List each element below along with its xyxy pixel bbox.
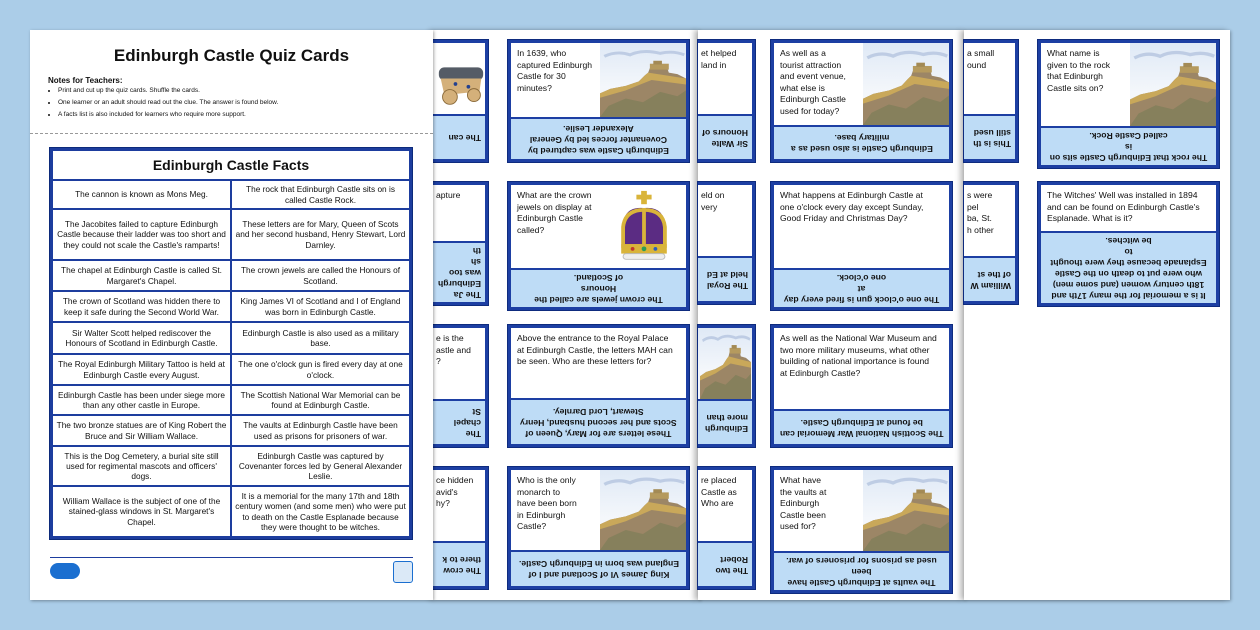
- fact-cell: Edinburgh Castle is also used as a military base.: [242, 327, 399, 348]
- facts-sheet-page: [30, 30, 433, 600]
- card-question: Who is the only monarch to have been born in Edinburgh Castle?: [517, 475, 577, 531]
- castle-picture: [1130, 43, 1216, 126]
- card-question: In 1639, who captured Edinburgh Castle for 30 minutes?: [517, 48, 593, 93]
- fact-cell: This is the Dog Cemetery, a burial site still used for regimental mascots and officers' dogs.: [53, 447, 232, 485]
- card-question-area: [511, 185, 686, 268]
- quiz-cards-page-2: [698, 30, 965, 600]
- fact-cell: The Scottish National War Memorial can be found at Edinburgh Castle.: [240, 389, 401, 410]
- cannon-icon: [433, 43, 485, 114]
- card-question: What happens at Edinburgh Castle at one o'clock every day except Sunday, Good Friday and Christmas Day?: [780, 190, 924, 223]
- notes-list: [58, 87, 433, 118]
- card-question: What have the vaults at Edinburgh Castle been used for?: [780, 475, 827, 531]
- quiz-card: [508, 182, 689, 310]
- card-answer-panel: [698, 114, 752, 159]
- note-item: • A facts list is also included for learners who require more support.: [58, 111, 433, 118]
- facts-row: [53, 210, 409, 261]
- facts-title: Edinburgh Castle Facts: [53, 151, 409, 181]
- card-question: Above the entrance to the Royal Palace at Edinburgh Castle, the letters MAH can be seen. Who are these letters for?: [517, 333, 673, 366]
- card-question-area: [1041, 185, 1216, 231]
- card-answer-panel: [511, 550, 686, 586]
- card-answer-upside-down: The Scottish National War Memorial can be found at Edinburgh Castle.: [779, 417, 944, 439]
- card-answer-upside-down: Edinburgh Castle is also used as a military base.: [790, 133, 933, 154]
- card-answer-upside-down: The crow there to k: [442, 554, 481, 576]
- card-answer-upside-down: The chapel St: [453, 407, 481, 439]
- footer-divider: [50, 557, 413, 558]
- card-question-area: [964, 43, 1015, 114]
- card-answer-panel: [774, 409, 949, 444]
- card-answer-panel: [774, 551, 949, 590]
- fact-cell: The Jacobites failed to capture Edinburgh Castle because their ladder was too short and they could not scale the Castle's ramparts!: [53, 210, 232, 259]
- card-answer-upside-down: Sir Walte Honours of: [702, 127, 748, 149]
- card-answer-upside-down: Edinburgh Castle was captured by Covenanter forces led by General Alexander Leslie.: [528, 123, 669, 156]
- card-question-area: [698, 328, 752, 399]
- fact-cell: The cannon is known as Mons Meg.: [53, 181, 232, 208]
- quiz-card: [1038, 40, 1219, 168]
- card-question-area: [774, 328, 949, 409]
- card-question-area: [433, 328, 485, 399]
- card-question: As well as the National War Museum and two more military museums, what other building of national importance is found at Edinburgh Castle?: [780, 333, 937, 378]
- quiz-card: [771, 467, 952, 593]
- card-question-area: [433, 185, 485, 241]
- fact-cell: Edinburgh Castle was captured by Covenanter forces led by General Alexander Leslie.: [238, 450, 403, 482]
- quiz-card-partial: [698, 325, 755, 447]
- card-question: e is the astle and ?: [436, 333, 471, 366]
- twinkl-logo: [50, 563, 80, 579]
- quiz-card: [771, 325, 952, 447]
- card-question-area: [511, 470, 686, 550]
- card-question-area: [698, 470, 752, 541]
- quiz-card-partial: [433, 467, 488, 589]
- quiz-cards-page-3: [964, 30, 1230, 600]
- facts-row: [53, 181, 409, 210]
- cut-line: [30, 133, 433, 134]
- card-answer-upside-down: The crown jewels are called the Honours of Scotland.: [534, 273, 663, 305]
- note-item: • Print and cut up the quiz cards. Shuffle the cards.: [58, 87, 433, 94]
- facts-row: [53, 447, 409, 487]
- card-answer-upside-down: William W of the st: [970, 269, 1011, 291]
- card-answer-panel: [1041, 126, 1216, 165]
- card-question: ce hidden avid's hy?: [436, 475, 474, 508]
- card-answer-upside-down: The rock that Edinburgh Castle sits on is called Castle Rock.: [1049, 131, 1208, 163]
- quiz-card-partial: [698, 40, 755, 162]
- card-answer-upside-down: Edinburgh more than: [705, 412, 748, 434]
- fact-cell: These letters are for Mary, Queen of Scots and her second husband, Henry Stewart, Lord Darnley.: [235, 219, 406, 250]
- fact-cell: The chapel at Edinburgh Castle is called St. Margaret's Chapel.: [53, 261, 232, 290]
- quiz-card-partial: [433, 40, 488, 162]
- quiz-card: [508, 325, 689, 447]
- card-answer-panel: [433, 541, 485, 586]
- quiz-card: [1038, 182, 1219, 306]
- fact-cell: The rock that Edinburgh Castle sits on is called Castle Rock.: [246, 184, 395, 205]
- castle-picture: [600, 43, 686, 117]
- facts-table: [50, 148, 412, 539]
- quiz-card: [508, 467, 689, 589]
- card-answer-upside-down: The two Robert: [715, 554, 748, 576]
- card-question: What are the crown jewels on display at Edinburgh Castle called?: [517, 190, 592, 235]
- fact-cell: The vaults at Edinburgh Castle have been used as prisons for prisoners of war.: [243, 420, 398, 441]
- quiz-card-partial: [964, 182, 1018, 304]
- card-question-area: [433, 470, 485, 541]
- card-answer-panel: [433, 399, 485, 444]
- quiz-card: [771, 182, 952, 310]
- card-question-area: [698, 43, 752, 114]
- card-question: What name is given to the rock that Edinburgh Castle sits on?: [1047, 48, 1111, 93]
- quiz-card-partial: [433, 325, 488, 447]
- facts-row: [53, 323, 409, 355]
- card-question: As well as a tourist attraction and event venue, what else is Edinburgh Castle used for today?: [780, 48, 846, 116]
- card-answer-panel: [433, 114, 485, 159]
- card-answer-panel: [433, 241, 485, 302]
- quiz-card-partial: [433, 182, 488, 305]
- card-question: apture: [436, 190, 461, 200]
- card-answer-panel: [774, 125, 949, 159]
- quiz-card-partial: [698, 467, 755, 589]
- card-question-area: [774, 43, 949, 125]
- castle-picture: [600, 470, 686, 550]
- card-answer-upside-down: The can: [448, 133, 481, 143]
- card-question-area: [511, 328, 686, 398]
- fact-cell: William Wallace is the subject of one of the stained-glass windows in St. Margaret's Chapel.: [53, 487, 232, 536]
- quiz-card: [771, 40, 952, 162]
- fact-cell: The one o'clock gun is fired every day at one o'clock.: [238, 359, 403, 380]
- sheet-title: Edinburgh Castle Quiz Cards: [113, 46, 350, 65]
- facts-row: [53, 487, 409, 536]
- card-answer-upside-down: This is th still used: [973, 127, 1011, 149]
- facts-row: [53, 261, 409, 292]
- fact-cell: Sir Walter Scott helped rediscover the Honours of Scotland in Edinburgh Castle.: [53, 323, 232, 353]
- card-answer-panel: [964, 256, 1015, 301]
- card-answer-upside-down: The one o'clock gun is fired every day at one o'clock.: [783, 273, 940, 305]
- fact-cell: The Royal Edinburgh Military Tattoo is held at Edinburgh Castle every August.: [53, 355, 232, 384]
- fact-cell: The two bronze statues are of King Robert the Bruce and Sir William Wallace.: [53, 416, 232, 445]
- fact-cell: King James VI of Scotland and I of England was born in Edinburgh Castle.: [240, 296, 401, 317]
- quiz-cards-page-1: [433, 30, 700, 600]
- quiz-card-partial: [964, 40, 1018, 162]
- facts-row: [53, 416, 409, 447]
- card-answer-panel: [511, 117, 686, 159]
- card-question-area: [698, 185, 752, 256]
- quiz-card: [508, 40, 689, 162]
- card-answer-upside-down: The vaults at Edinburgh Castle have been used as prisons for prisoners of war.: [786, 556, 937, 588]
- quiz-card-partial: [698, 182, 755, 304]
- fact-cell: Edinburgh Castle has been under siege more than any other castle in Europe.: [53, 386, 232, 414]
- card-question-area: [1041, 43, 1216, 126]
- quality-badge-icon: [393, 561, 413, 583]
- card-answer-upside-down: These letters are for Mary, Queen of Scots and her second husband, Henry Stewart, Lord Darnley.: [520, 406, 677, 439]
- facts-row: [53, 355, 409, 386]
- castle-picture: [698, 328, 752, 399]
- card-question-area: [774, 470, 949, 551]
- card-answer-panel: [511, 268, 686, 307]
- card-answer-panel: [698, 399, 752, 444]
- card-question: re placed Castle as Who are: [701, 475, 737, 508]
- card-question: et helped land in: [701, 48, 737, 70]
- note-item: • One learner or an adult should read out the clue. The answer is found below.: [58, 99, 433, 106]
- crown-icon: [614, 185, 686, 268]
- card-question-area: [774, 185, 949, 268]
- facts-row: [53, 292, 409, 323]
- fact-cell: The crown of Scotland was hidden there to keep it safe during the Second World War.: [53, 292, 232, 321]
- card-question: eld on very: [701, 190, 725, 212]
- card-question-area: [964, 185, 1015, 256]
- card-answer-upside-down: The Royal held at Ed: [706, 269, 748, 291]
- facts-row: [53, 386, 409, 416]
- card-answer-upside-down: The Ja Edinburgh was too sh th: [438, 246, 481, 300]
- card-answer-panel: [698, 256, 752, 301]
- card-question: a small ound: [967, 48, 995, 70]
- card-answer-panel: [698, 541, 752, 586]
- card-answer-panel: [964, 114, 1015, 159]
- castle-picture: [863, 43, 949, 125]
- fact-cell: It is a memorial for the many 17th and 18th century women (and some men) who were put to death on the Castle Esplanade because they were thought to be witches.: [235, 491, 406, 532]
- card-answer-panel: [774, 268, 949, 307]
- notes-heading: Notes for Teachers:: [48, 76, 123, 85]
- card-question-area: [511, 43, 686, 117]
- fact-cell: The crown jewels are called the Honours of Scotland.: [240, 265, 401, 286]
- card-question: s were pel ba, St. h other: [967, 190, 994, 235]
- card-question-area: [433, 43, 485, 114]
- castle-picture: [863, 470, 949, 551]
- card-answer-panel: [1041, 231, 1216, 303]
- card-answer-upside-down: King James VI of Scotland and I of England was born in Edinburgh Castle.: [518, 559, 679, 580]
- card-answer-upside-down: It is a memorial for the many 17th and 18th century women (and some men) who were put to death on the Castle Esplanade because they were thought to be witches.: [1050, 236, 1207, 301]
- card-question: The Witches' Well was installed in 1894 and can be found on Edinburgh Castle's Esplanade. What is it?: [1047, 190, 1200, 223]
- card-answer-panel: [511, 398, 686, 444]
